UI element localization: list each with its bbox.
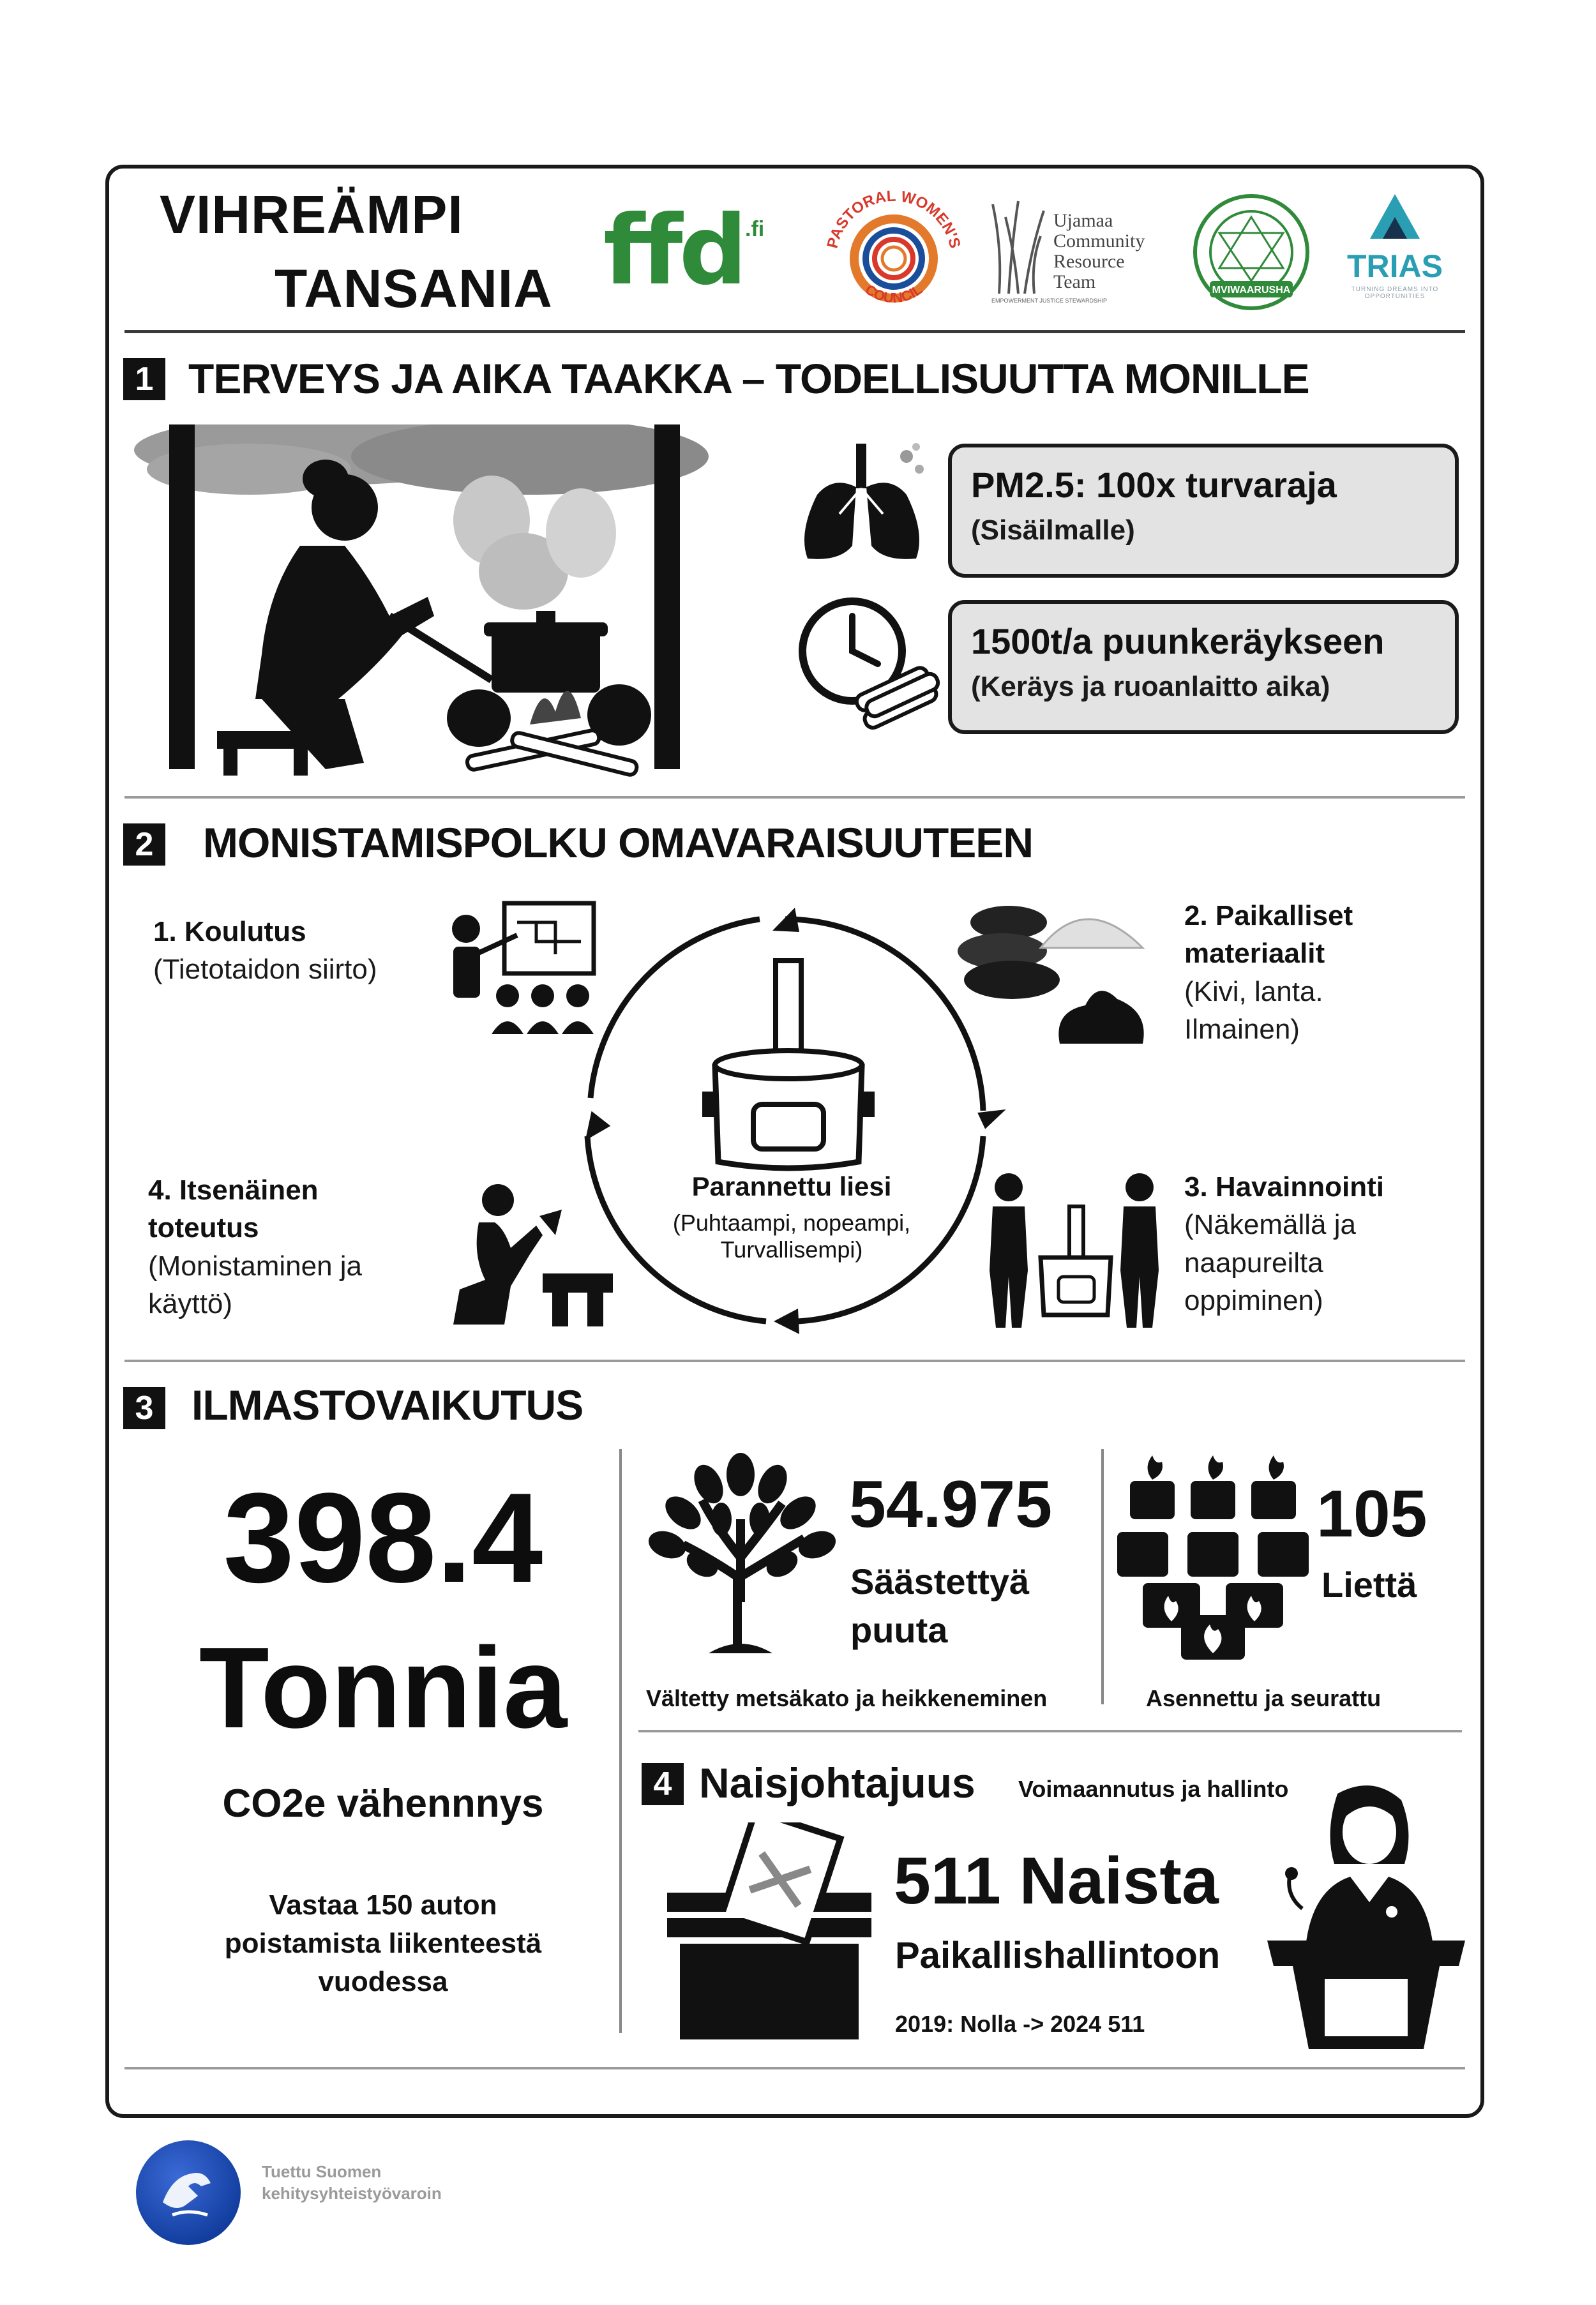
ujamaa-tagline: EMPOWERMENT JUSTICE STEWARDSHIP [991,297,1108,304]
trias-tagline: TURNING DREAMS INTO OPPORTUNITIES [1351,286,1439,300]
step3-detail-3: oppiminen) [1184,1285,1323,1317]
wood-saved-value: 54.975 [849,1468,1053,1542]
trias-name: TRIAS [1347,248,1443,284]
triangle-icon [1367,191,1422,243]
title-line1: VIHREÄMPI [160,184,463,244]
section4-subtitle: Voimaannutus ja hallinto [1018,1776,1289,1802]
section3-title: ILMASTOVAIKUTUS [192,1381,583,1429]
ffd-logo-text: ffd [603,195,744,306]
step3-detail-1: (Näkemällä ja [1184,1209,1356,1241]
stoves-count-label: Liettä [1321,1565,1417,1605]
section2-title: MONISTAMISPOLKU OMAVARAISUUTEEN [203,819,1033,866]
step2-detail-1: (Kivi, lanta. [1184,975,1323,1007]
wood-saved-caption: Vältetty metsäkato ja heikkeneminen [646,1685,1048,1711]
trias-logo [1334,191,1456,306]
ujamaa-line1: Ujamaa [1053,210,1113,231]
section1-number: 1 [123,358,165,400]
stones-and-dung-icon [958,884,1149,1056]
co2-note-2: poistamista liikenteestä [224,1928,542,1959]
pm25-stat-box [948,444,1459,578]
ffd-logo [603,195,808,306]
ujamaa-line4: Team [1053,271,1096,292]
wood-saved-label-2: puuta [850,1610,948,1650]
teacher-classroom-icon [440,897,600,1044]
step2-heading-1: 2. Paikalliset [1184,900,1353,931]
step3-detail-2: naapureilta [1184,1247,1323,1279]
wood-saved-label [850,1558,1029,1655]
step1-detail: (Tietotaidon siirto) [153,954,377,986]
lungs-icon [795,437,929,565]
women-leaders-label: Paikallishallintoon [895,1935,1221,1976]
section3-number: 3 [123,1387,165,1429]
step4-detail-2: käyttö) [148,1288,233,1320]
mviwaarusha-logo [1191,191,1312,313]
firewood-stat-detail: (Keräys ja ruoanlaitto aika) [971,671,1330,702]
wood-saved-label-1: Säästettyä [850,1561,1030,1602]
improved-stove-detail-1: (Puhtaampi, nopeampi, [672,1210,911,1236]
tree-icon [645,1449,843,1653]
ffd-logo-suffix: .fi [745,217,765,241]
step4-text [148,1171,362,1323]
co2-note [140,1886,626,2001]
title-line2: TANSANIA [275,259,553,319]
section4-number: 4 [642,1763,684,1805]
improved-stove-label: Parannettu liesi [691,1171,892,1201]
section1-divider [124,796,1465,799]
stoves-count-caption: Asennettu ja seurattu [1146,1685,1381,1711]
ujamaa-line2: Community [1053,230,1145,252]
step1-heading: 1. Koulutus [153,916,306,947]
pm25-stat-detail: (Sisäilmalle) [971,514,1135,546]
footer-line2: kehitysyhteistyövaroin [262,2184,442,2203]
section2-number: 2 [123,823,165,866]
firewood-stat-box [948,600,1459,734]
step4-detail-1: (Monistaminen ja [148,1250,363,1282]
step3-heading: 3. Havainnointi [1184,1171,1384,1203]
header-divider [124,330,1465,333]
step2-heading-2: materiaalit [1184,938,1325,970]
step3-text [1184,1168,1384,1320]
improved-stove-label-group [638,1171,945,1263]
step2-detail-2: Ilmainen) [1184,1014,1300,1046]
step4-heading-1: 4. Itsenäinen [148,1175,319,1206]
step2-text [1184,897,1353,1049]
women-leaders-note: 2019: Nolla -> 2024 511 [895,2011,1145,2037]
section3-4-divider [638,1730,1462,1732]
co2-note-3: vuodessa [318,1966,448,1997]
ujamaa-line3: Resource [1053,251,1125,272]
finland-emblem-icon [134,2138,243,2247]
woman-cooking-illustration [134,424,721,782]
stoves-grid-icon [1117,1455,1309,1660]
footer-funding-text [262,2161,442,2204]
improved-stove-detail-2: Turvallisempi) [720,1236,863,1263]
cycle-diagram [575,900,1009,1347]
co2-unit: Tonnia [199,1624,568,1752]
co2-label: CO2e vähennnys [222,1782,544,1826]
person-building-stove-icon [434,1178,619,1331]
neighbours-observing-stove-icon [977,1168,1168,1334]
svg-text:PASTORAL WOMEN'S: PASTORAL WOMEN'S [824,187,964,250]
step1-text [153,913,377,989]
clock-firewood-icon [795,597,942,731]
ballot-box-icon [654,1822,884,2043]
firewood-stat-value: 1500t/a puunkeräykseen [971,621,1385,661]
woman-speaker-podium-icon [1267,1781,1465,2049]
stoves-count-value: 105 [1316,1477,1427,1551]
section2-divider [124,1360,1465,1362]
wood-stoves-divider [1101,1449,1104,1704]
pwc-logo [817,185,970,319]
women-leaders-value: 511 Naista [894,1844,1219,1918]
svg-text:MVIWAARUSHA: MVIWAARUSHA [1212,285,1291,296]
ujamaa-logo [986,191,1171,306]
svg-text:COUNCIL: COUNCIL [862,281,926,306]
footer-line1: Tuettu Suomen [262,2162,382,2181]
step4-heading-2: toteutus [148,1212,259,1244]
co2-value: 398.4 [223,1467,543,1609]
bottom-divider [124,2067,1465,2069]
grass-icon [986,198,1050,294]
section4-title: Naisjohtajuus [699,1759,975,1806]
section1-title: TERVEYS JA AIKA TAAKKA – TODELLISUUTTA MONILLE [188,355,1309,402]
pm25-stat-value: PM2.5: 100x turvaraja [971,465,1337,505]
section3-vertical-divider [619,1449,622,2033]
co2-note-1: Vastaa 150 auton [269,1889,497,1921]
